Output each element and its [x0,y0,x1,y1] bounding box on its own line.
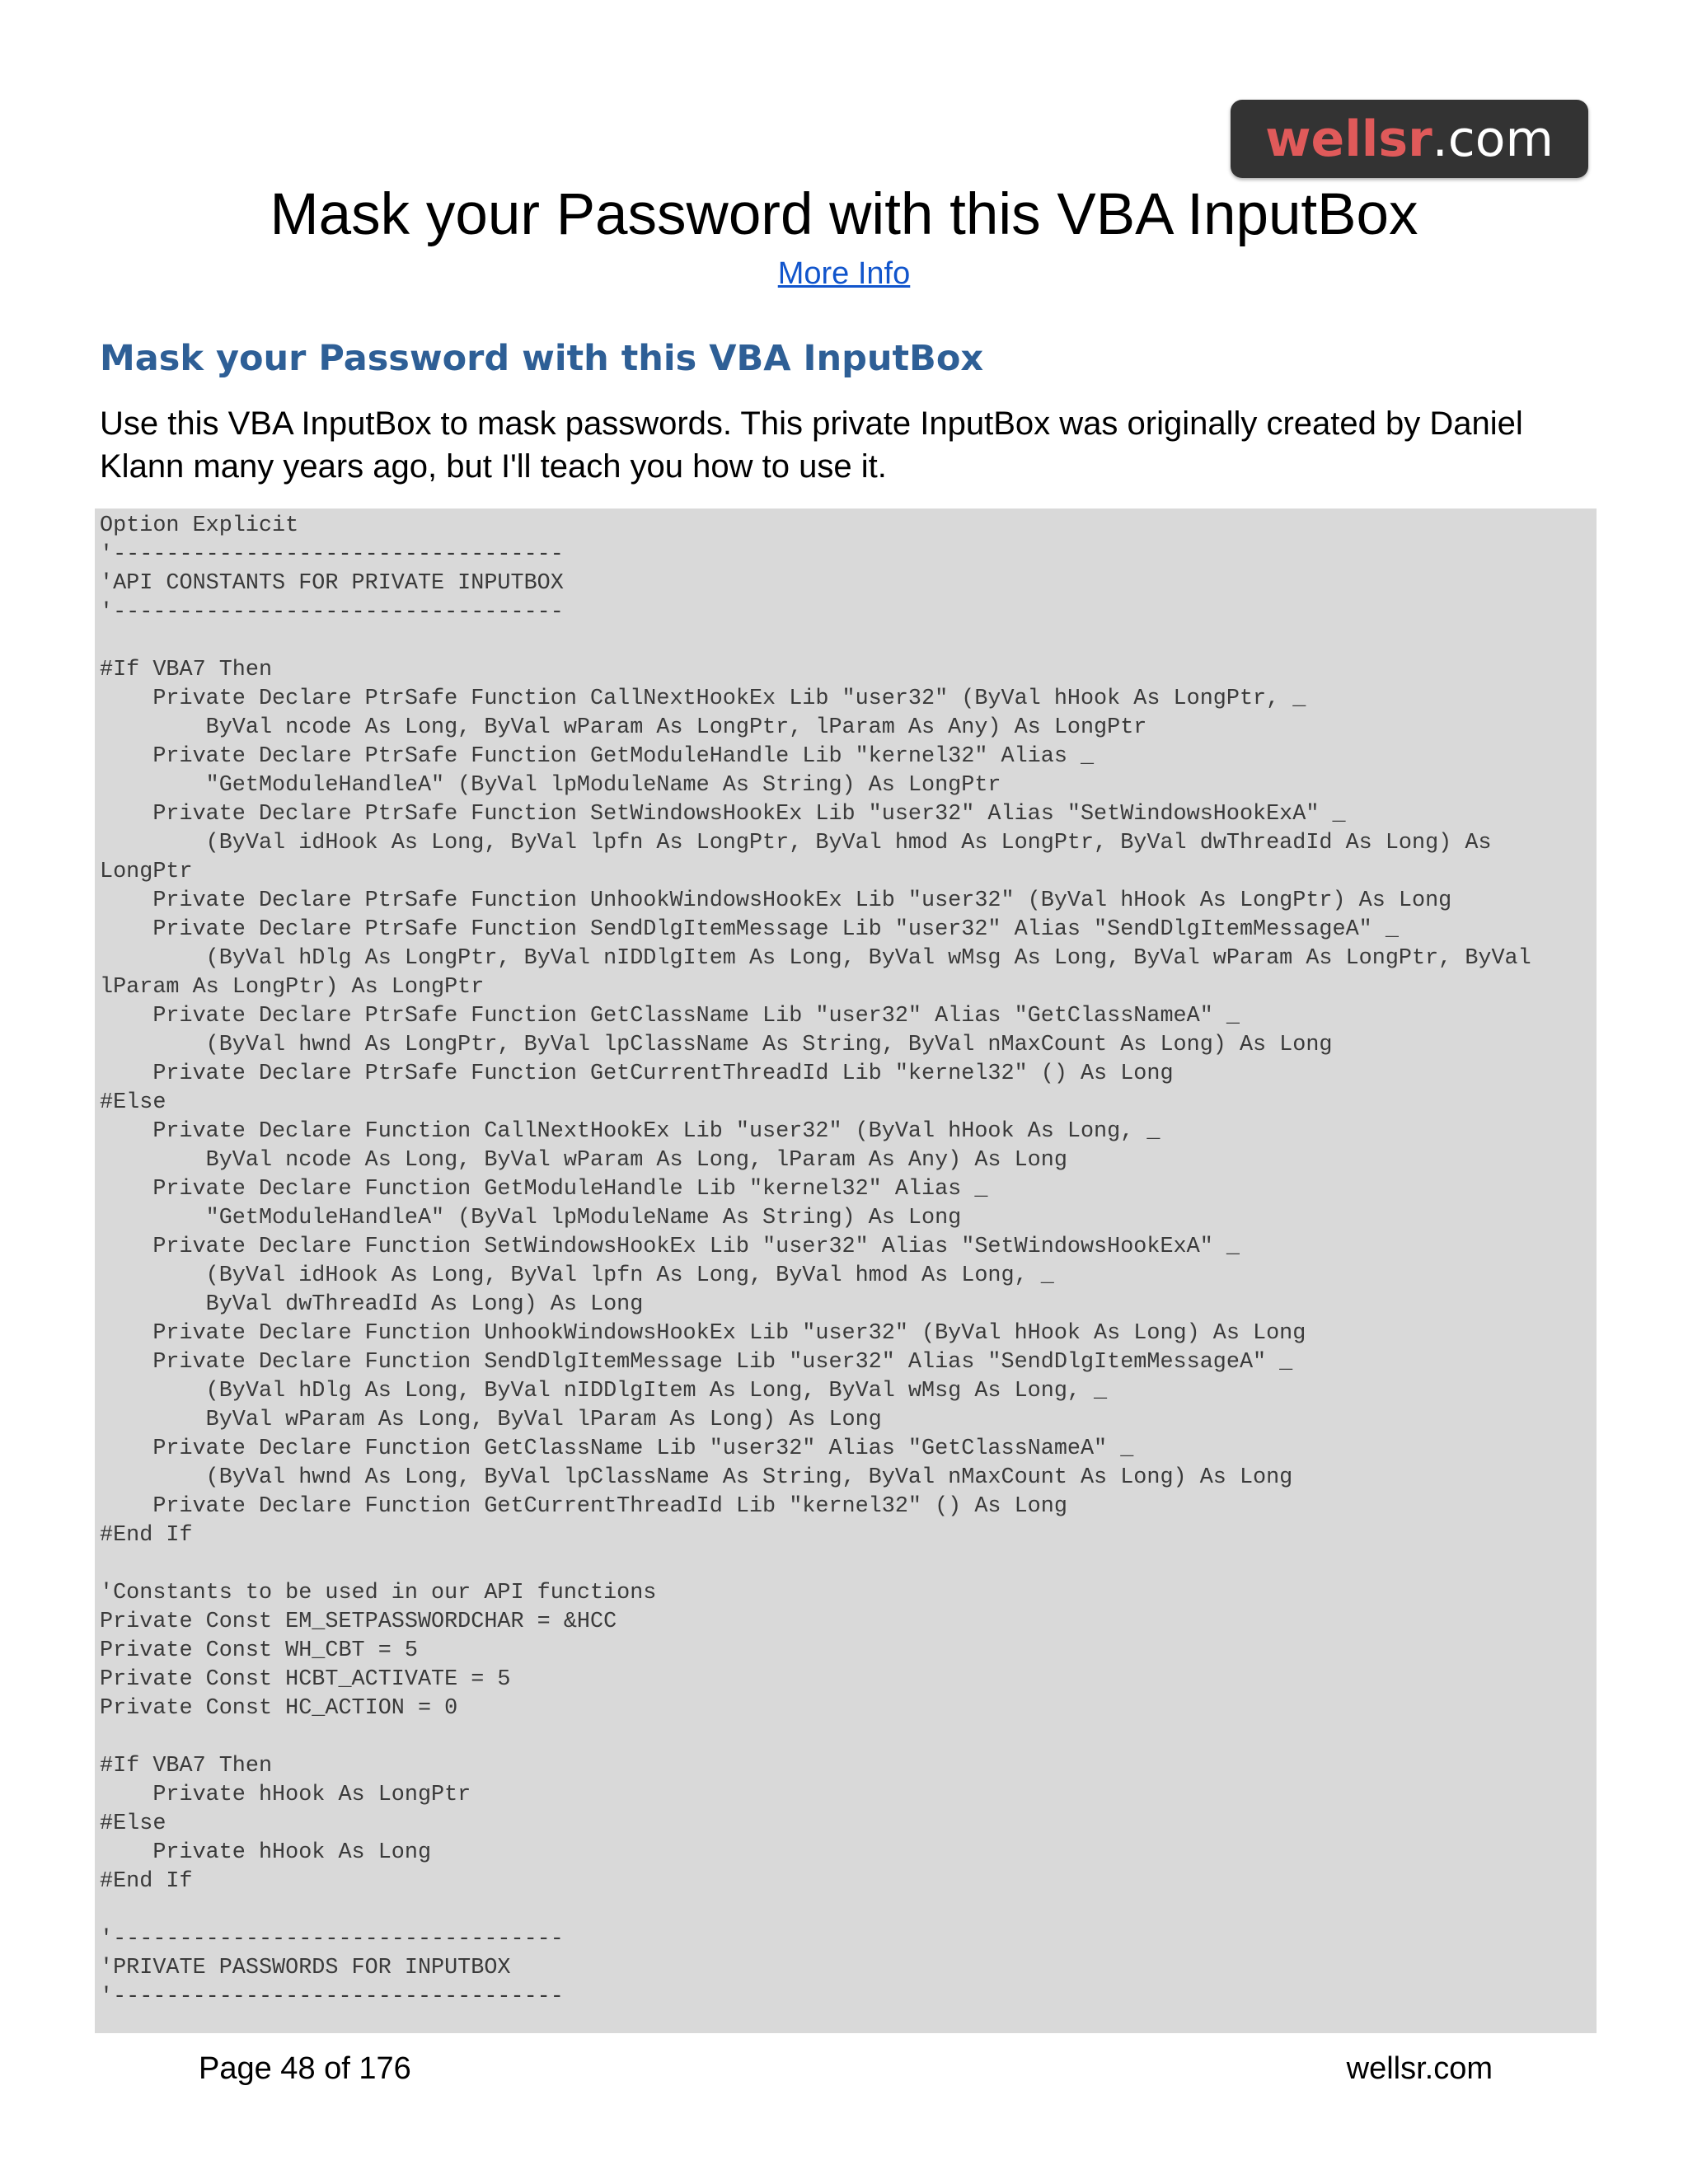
footer-site: wellsr.com [1346,2051,1493,2086]
more-info-container [0,255,1688,293]
document-title: Mask your Password with this VBA InputBox [270,182,1418,247]
code-block [95,509,1597,2033]
code-text: Option Explicit '---------------------------------- 'API CONSTANTS FOR PRIVATE INPUTBOX '---------------------------------- #If VBA7 Then Private Declare PtrSafe Function CallNextHookEx Lib "user32" (ByVal hHook As LongPtr, _ ByVal ncode As Long, ByVal wParam As LongPtr, lParam As Any) As LongPtr Private Declare PtrSafe Function GetModuleHandle Lib "kernel32" Alias _ "GetModuleHandleA" (ByVal lpModuleName As String) As LongPtr Private Declare PtrSafe Function SetWindowsHookEx Lib "user32" Alias "SetWindowsHookExA" _ (ByVal idHook As Long, ByVal lpfn As LongPtr, ByVal hmod As LongPtr, ByVal dwThreadId As Long) As LongPtr Private Declare PtrSafe Function UnhookWindowsHookEx Lib "user32" (ByVal hHook As LongPtr) As Long Private Declare PtrSafe Function SendDlgItemMessage Lib "user32" Alias "SendDlgItemMessageA" _ (ByVal hDlg As LongPtr, ByVal nIDDlgItem As Long, ByVal wMsg As Long, ByVal wParam As LongPtr, ByVal lParam As LongPtr) As LongPtr Private Declare PtrSafe Function GetClassName Lib "user32" Alias "GetClassNameA" _ (ByVal hwnd As LongPtr, ByVal lpClassName As String, ByVal nMaxCount As Long) As Long Private Declare PtrSafe Function GetCurrentThreadId Lib "kernel32" () As Long #Else Private Declare Function CallNextHookEx Lib "user32" (ByVal hHook As Long, _ ByVal ncode As Long, ByVal wParam As Long, lParam As Any) As Long Private Declare Function GetModuleHandle Lib "kernel32" Alias _ "GetModuleHandleA" (ByVal lpModuleName As String) As Long Private Declare Function SetWindowsHookEx Lib "user32" Alias "SetWindowsHookExA" _ (ByVal idHook As Long, ByVal lpfn As Long, ByVal hmod As Long, _ ByVal dwThreadId As Long) As Long Private Declare Function UnhookWindowsHookEx Lib "user32" (ByVal hHook As Long) As Long Private Declare Function SendDlgItemMessage Lib "user32" Alias "SendDlgItemMessageA" _ (ByVal hDlg As Long, ByVal nIDDlgItem As Long, ByVal wMsg As Long, _ ByVal wParam As Long, ByVal lParam As Long) As Long Private Declare Function GetClassName Lib "user32" Alias "GetClassNameA" _ (ByVal hwnd As Long, ByVal lpClassName As String, ByVal nMaxCount As Long) As Long Private Declare Function GetCurrentThreadId Lib "kernel32" () As Long #End If 'Constants to be used in our API functions Private Const EM_SETPASSWORDCHAR = &HCC Private Const WH_CBT = 5 Private Const HCBT_ACTIVATE = 5 Private Const HC_ACTION = 0 #If VBA7 Then Private hHook As LongPtr #Else Private hHook As Long #End If '---------------------------------- 'PRIVATE PASSWORDS FOR INPUTBOX '---------------------------------- [100,513,1531,2009]
more-info-link[interactable]: More Info [777,256,911,291]
intro-paragraph: Use this VBA InputBox to mask passwords. This private InputBox was originally created by Daniel Klann many years ago, but I'll teach you how to use it. [100,405,1523,485]
section-heading: Mask your Password with this VBA InputBox [100,338,984,379]
page-number: Page 48 of 176 [199,2051,411,2086]
logo-tld-text: .com [1432,110,1554,168]
logo-brand-text: wellsr [1265,110,1432,168]
wellsr-logo [1231,100,1588,178]
